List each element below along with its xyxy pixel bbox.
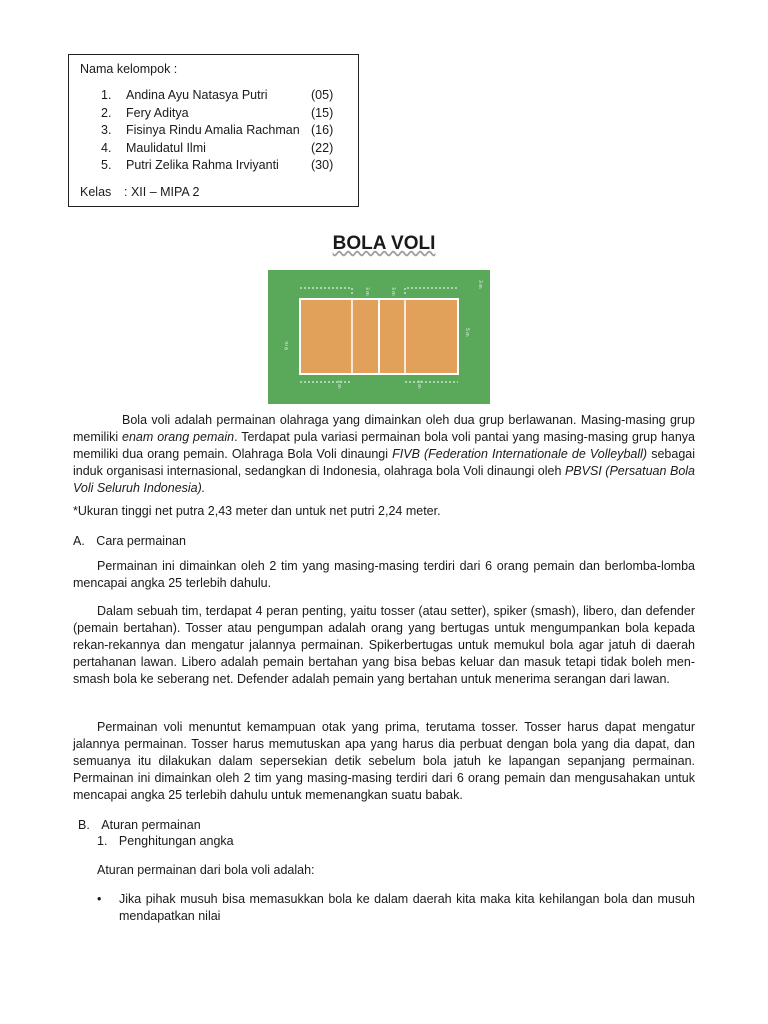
member-name: Putri Zelika Rahma Irviyanti	[126, 158, 279, 172]
section-b-letter: B.	[78, 818, 90, 832]
intro-text-3: sebagai induk organisasi internasional, sedangkan di Indonesia, olahraga bola Voli dinaungi oleh	[73, 447, 695, 478]
intro-italic-2: FIVB (Federation Internationale de Volleyball)	[392, 447, 648, 461]
section-a-paragraph-2: Dalam sebuah tim, terdapat 4 peran penting, yaitu tosser (atau setter), spiker (smash), libero, dan defender (pemain bertahan). Tosser atau pengumpan adalah orang yang bertugas untuk mengumpankan bola kepada rekan-rekannya dan mengatur jalannya permainan. Spikerbertugas untuk memukul bola agar jatuh di daerah pertahanan lawan. Libero adalah pemain bertahan yang bisa bebas keluar dan masuk tetapi tidak boleh men-smash bola ke seberang net. Defender adalah pemain yang bertahan untuk menerima serangan dari lawan.	[73, 604, 695, 686]
intro-text-2: . Terdapat pula variasi permainan bola voli pantai yang masing-masing grup hanya memiliki dua orang pemain. Olahraga Bola Voli dinaungi	[73, 430, 695, 461]
member-number: 2.	[101, 106, 112, 120]
section-a-paragraph-3: Permainan voli menuntut kemampuan otak yang prima, terutama tosser. Tosser harus dapat mengatur jalannya permainan. Tosser harus memutuskan apa yang harus dia perbuat dengan bola yang dia dapat, dan semuanya itu dilakukan dalam sepersekian detik sebelum bola jatuh ke lapangan sepanjang permainan. Permainan ini dimainkan oleh 2 tim yang masing-masing terdiri dari 6 orang pemain dan mengusahakan untuk mencapai angka 25 terlebih dahulu untuk memenangkan suatu babak.	[73, 720, 695, 802]
member-name: Maulidatul Ilmi	[126, 141, 206, 155]
bullet-icon: •	[97, 892, 102, 906]
class-row	[80, 185, 200, 199]
class-value: : XII – MIPA 2	[124, 185, 200, 199]
section-b-heading	[78, 818, 201, 832]
member-row	[101, 88, 341, 104]
member-number: 1.	[101, 88, 112, 102]
member-name: Andina Ayu Natasya Putri	[126, 88, 268, 102]
member-name: Fisinya Rindu Amalia Rachman	[126, 123, 300, 137]
subsection-heading	[97, 834, 234, 848]
section-b-title: Aturan permainan	[101, 818, 201, 832]
member-row	[101, 141, 341, 157]
volleyball-court-diagram	[268, 270, 490, 404]
member-number: 4.	[101, 141, 112, 155]
label-bottom-b: 3 m	[416, 380, 421, 389]
group-header: Nama kelompok :	[80, 62, 178, 76]
intro-text-1: Bola voli adalah permainan olahraga yang dimainkan oleh dua grup berlawanan. Masing-masing grup memiliki	[73, 413, 695, 444]
member-row	[101, 158, 341, 174]
intro-italic-1: enam orang pemain	[122, 430, 235, 444]
class-label: Kelas	[80, 185, 112, 199]
member-code: (22)	[311, 141, 334, 155]
section-a-title: Cara permainan	[96, 534, 186, 548]
label-top-b: 3 m	[390, 287, 395, 296]
label-left: 9 m	[285, 341, 290, 350]
section-a-paragraph-1: Permainan ini dimainkan oleh 2 tim yang masing-masing terdiri dari 6 orang pemain dan berlomba-lomba mencapai angka 25 terlebih dahulu.	[73, 559, 695, 590]
section-a-letter: A.	[73, 534, 85, 548]
member-code: (05)	[311, 88, 334, 102]
intro-paragraph	[73, 412, 695, 497]
subsection-number: 1.	[97, 834, 108, 848]
member-code: (15)	[311, 106, 334, 120]
page-title: BOLA VOLI	[332, 233, 436, 254]
member-number: 3.	[101, 123, 112, 137]
intro-italic-3: PBVSI (Persatuan Bola Voli Seluruh Indonesia).	[73, 464, 695, 495]
member-number: 5.	[101, 158, 112, 172]
member-name: Fery Aditya	[126, 106, 189, 120]
member-code: (16)	[311, 123, 334, 137]
label-bottom-a: 3 m	[336, 380, 341, 389]
net-height-note: *Ukuran tinggi net putra 2,43 meter dan untuk net putri 2,24 meter.	[73, 504, 441, 518]
group-box	[68, 54, 359, 207]
member-code: (30)	[311, 158, 334, 172]
member-row	[101, 106, 341, 122]
label-right-side: 5 m	[464, 328, 469, 337]
bullet-text: Jika pihak musuh bisa memasukkan bola ke dalam daerah kita maka kita kehilangan bola dan musuh mendapatkan nilai	[119, 892, 695, 923]
label-right-top: 3 m	[477, 280, 482, 289]
label-top-a: 3 m	[364, 287, 369, 296]
member-row	[101, 123, 341, 139]
rules-intro: Aturan permainan dari bola voli adalah:	[97, 863, 315, 877]
subsection-title: Penghitungan angka	[118, 834, 234, 848]
section-a-heading	[73, 534, 186, 548]
